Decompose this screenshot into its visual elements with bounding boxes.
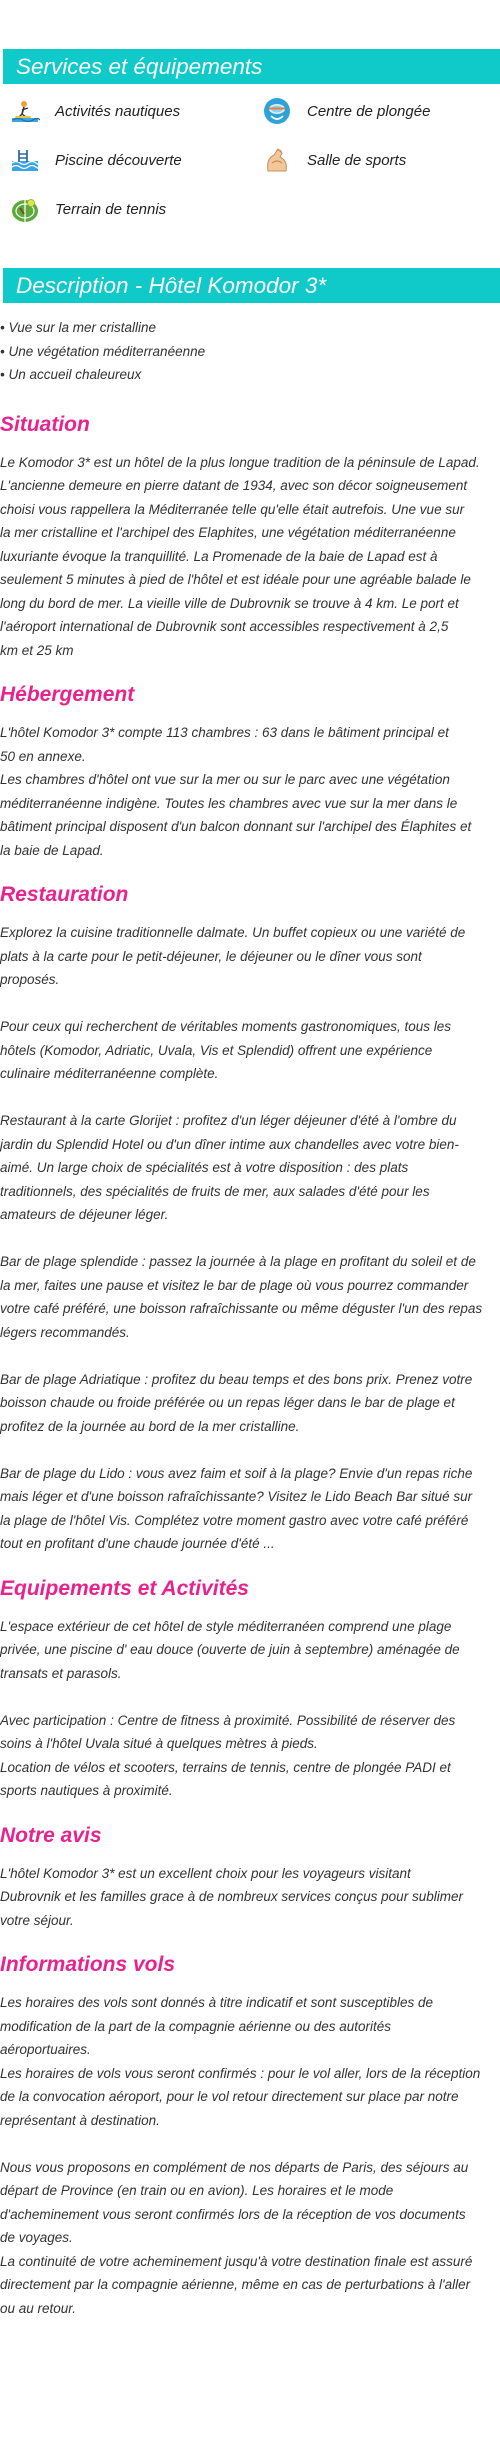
list-item: • Une végétation méditerranéenne — [0, 343, 206, 359]
service-fitness-room — [262, 144, 406, 176]
page — [0, 49, 500, 2320]
highlights-list — [0, 316, 500, 387]
service-label: Salle de sports — [307, 151, 407, 169]
section-body: L'hôtel Komodor 3* compte 113 chambres : 63 dans le bâtiment principal et 50 en annexe. Les chambres d'hôtel ont vue sur la mer ou sur le parc avec une végétation méditerranéenne indigène. Toutes les chambres avec vue sur la mer dans le bâtiment principal disposent d'un balcon donnant sur l'archipel des Élaphites et la baie de Lapad. — [0, 725, 472, 858]
service-diving-center — [262, 95, 430, 127]
section-title: Hébergement — [0, 683, 135, 706]
water-sports-icon — [10, 96, 40, 126]
section-body: Le Komodor 3* est un hôtel de la plus longue tradition de la péninsule de Lapad. L'ancienne demeure en pierre datant de 1934, avec son décor soigneusement choisi vous rappellera la Méditerranée telle qu'elle était autrefois. Une vue sur la mer cristalline et l'archipel des Elaphites, une végétation méditerranéenne luxuriante évoque la tranquillité. La Promenade de la baie de Lapad est à seulement 5 minutes à pied de l'hôtel et est idéale pour une agréable balade le long du bord de mer. La vieille ville de Dubrovnik se trouve à 4 km. Le port et l'aéroport international de Dubrovnik sont accessibles respectivement à 2,5 km et 25 km — [0, 454, 480, 658]
section-body: Les horaires des vols sont donnés à titre indicatif et sont susceptibles de modification de la part de la compagnie aérienne ou des autorités aéroportuaires. Les horaires de vols vous seront confirmés : pour le vol aller, lors de la réception de la convocation aéroport, pour le vol retour directement sur place par notre représentant à destination. Nous vous proposons en complément de nos départs de Paris, des séjours au départ de Province (en train ou en avion). Les horaires et le mode d'acheminement vous seront confirmés lors de la réception de vos documents de voyages. La continuité de votre acheminement jusqu'à votre destination finale est assuré directement par la compagnie aérienne, même en cas de perturbations à l'aller ou au retour. — [0, 1995, 481, 2316]
service-label: Piscine découverte — [55, 151, 182, 169]
service-label: Activités nautiques — [55, 102, 181, 120]
section-title: Equipements et Activités — [0, 1576, 249, 1600]
diving-center-icon — [262, 96, 292, 126]
section-avis — [0, 1823, 500, 1933]
services-title: Services et équipements — [16, 54, 263, 79]
section-vols — [0, 1952, 500, 2320]
section-title: Situation — [0, 412, 90, 436]
outdoor-pool-icon — [10, 145, 40, 175]
section-title: Informations vols — [0, 1953, 176, 1976]
section-title: Notre avis — [0, 1823, 102, 1847]
services-grid — [0, 84, 500, 230]
section-situation — [0, 412, 500, 663]
fitness-room-icon — [262, 145, 292, 175]
description-title: Description - Hôtel Komodor 3* — [16, 273, 327, 298]
section-restauration — [0, 882, 500, 1556]
service-label: Centre de plongée — [307, 102, 431, 120]
tennis-court-icon — [10, 194, 40, 224]
section-body: L'hôtel Komodor 3* est un excellent choix pour les voyageurs visitant Dubrovnik et les familles grace à de nombreux services conçus pour sublimer votre séjour. — [0, 1865, 463, 1928]
list-item: • Vue sur la mer cristalline — [0, 320, 157, 335]
service-water-sports — [10, 95, 180, 127]
list-item: • Un accueil chaleureux — [0, 367, 142, 382]
section-title: Restauration — [0, 883, 129, 906]
service-outdoor-pool — [10, 144, 182, 176]
section-hebergement — [0, 682, 500, 862]
section-body: Explorez la cuisine traditionnelle dalmate. Un buffet copieux ou une variété de plats à la carte pour le petit-déjeuner, le déjeuner ou le dîner vous sont proposés. Pour ceux qui recherchent de véritables moments gastronomiques, tous les hôtels (Komodor, Adriatic, Uvala, Vis et Splendid) offrent une expérience culinaire méditerranéenne complète. Restaurant à la carte Glorijet : profitez d'un léger déjeuner d'été à l'ombre du jardin du Splendid Hotel ou d'un dîner intime aux chandelles avec votre bien- aimé. Un large choix de spécialités est à votre disposition : des plats traditionnels, des spécialités de fruits de mer, aux salades d'été pour les amateurs de déjeuner léger. Bar de plage splendide : passez la journée à la plage en profitant du soleil et de la mer, faites une pause et visitez le bar de plage où vous pourrez commander votre café préféré, une boisson rafraîchissante ou même déguster l'un des repas légers recommandés. Bar de plage Adriatique : profitez du beau temps et des bons prix. Prenez votre boisson chaude ou froide préférée ou un repas léger dans le bar de plage et profitez de la journée au bord de la mer cristalline. Bar de plage du Lido : vous avez faim et soif à la plage? Envie d'un repas riche mais léger et d'une boisson rafraîchissante? Visitez le Lido Beach Bar situé sur la plage de l'hôtel Vis. Complétez votre moment gastro avec votre café préféré tout en profitant d'une chaude journée d'été ... — [0, 925, 483, 1551]
service-label: Terrain de tennis — [55, 200, 167, 218]
description-banner — [3, 268, 500, 303]
services-banner — [3, 49, 500, 84]
service-tennis-court — [10, 193, 166, 225]
section-body: L'espace extérieur de cet hôtel de style méditerranéen comprend une plage privée, une piscine d' eau douce (ouverte de juin à septembre) aménagée de transats et parasols. Avec participation : Centre de fitness à proximité. Possibilité de réserver des soins à l'hôtel Uvala situé à quelques mètres à pieds. Location de vélos et scooters, terrains de tennis, centre de plongée PADI et sports nautiques à proximité. — [0, 1618, 460, 1798]
section-equipements — [0, 1576, 500, 1803]
